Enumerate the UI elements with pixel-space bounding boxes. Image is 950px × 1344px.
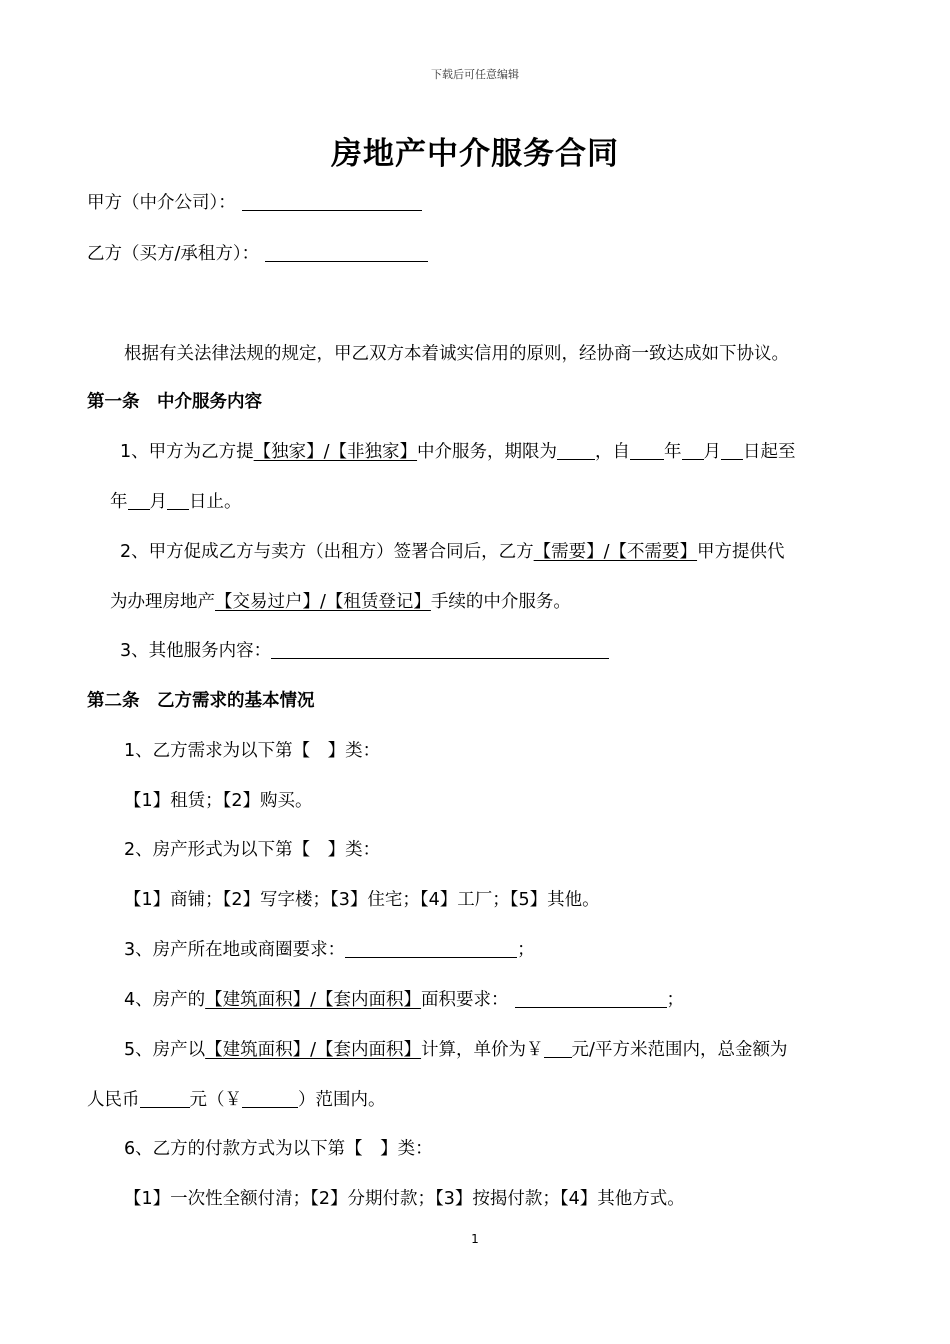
a1i2-post2: 手续的中介服务。: [430, 592, 571, 612]
party-a-line: [87, 189, 422, 214]
a1i3-blank[interactable]: [271, 641, 609, 660]
a2i4-blank[interactable]: [515, 990, 667, 1009]
preamble: 根据有关法律法规的规定，甲乙双方本着诚实信用的原则，经协商一致达成如下协议。: [124, 344, 789, 364]
article2-item5-line1: [124, 1036, 787, 1061]
article1-item2-line2: [110, 588, 571, 613]
a1i2-options2: 【交易过户】/【租赁登记】: [215, 592, 431, 612]
party-a-label: 甲方（中介公司）：: [87, 193, 236, 213]
article2-item5-line2: [87, 1086, 386, 1111]
a2i4-post: 面积要求：: [421, 990, 509, 1010]
party-b-blank[interactable]: [265, 244, 428, 263]
a1i1-day-blank[interactable]: [721, 442, 743, 461]
a2i5-mid: 计算，单价为￥: [421, 1040, 544, 1060]
article2-item4: [124, 986, 684, 1011]
article2-item1: 1、乙方需求为以下第【 】类：: [124, 741, 381, 761]
article2-item6: 6、乙方的付款方式为以下第【 】类：: [124, 1139, 433, 1159]
a2i3-blank[interactable]: [345, 940, 517, 959]
a2i5-options: 【建筑面积】/【套内面积】: [205, 1040, 422, 1060]
article1-item3: [120, 637, 609, 662]
a2i5-line2-mid: 元（￥: [189, 1090, 242, 1110]
article2-item1-options: 【1】租赁；【2】购买。: [124, 791, 313, 811]
a1i1-month2: 月: [149, 492, 167, 512]
a1i3-label: 3、其他服务内容：: [120, 641, 272, 661]
a1i1-year: 年: [664, 442, 682, 462]
a1i1-month2-blank[interactable]: [128, 492, 150, 511]
a1i1-mid1: 中介服务，期限为: [417, 442, 558, 462]
a2i5-line2-pre: 人民币: [87, 1090, 140, 1110]
party-b-label: 乙方（买方/承租方）：: [87, 244, 260, 264]
a1i1-day2-blank[interactable]: [167, 492, 189, 511]
a1i1-period-blank[interactable]: [557, 442, 595, 461]
header-note: 下载后可任意编辑: [431, 68, 519, 81]
article2-item3: [124, 936, 535, 961]
party-b-line: [87, 240, 428, 265]
a2i5-mid2: 元/平方米范围内，总金额为: [571, 1040, 788, 1060]
a2i5-line2-end: ）范围内。: [298, 1090, 386, 1110]
article2-item6-options: 【1】一次性全额付清；【2】分期付款；【3】按揭付款；【4】其他方式。: [124, 1189, 685, 1209]
a1i1-options: 【独家】/【非独家】: [253, 442, 418, 462]
a1i2-post1: 甲方提供代: [697, 542, 785, 562]
article2-item2: 2、房产形式为以下第【 】类：: [124, 840, 381, 860]
a2i3-label: 3、房产所在地或商圈要求：: [124, 940, 346, 960]
article1-item1-line2: [110, 488, 242, 513]
a2i5-total-num-blank[interactable]: [242, 1090, 298, 1109]
a1i1-year-blank[interactable]: [630, 442, 664, 461]
article2-item2-options: 【1】商铺；【2】写字楼；【3】住宅；【4】工厂；【5】其他。: [124, 890, 600, 910]
a1i1-month: 月: [703, 442, 722, 462]
a1i1-year2: 年: [110, 492, 128, 512]
a1i2-options1: 【需要】/【不需要】: [533, 542, 698, 562]
article1-item2-line1: [120, 538, 785, 563]
article1-heading: 第一条 中介服务内容: [87, 392, 262, 412]
a1i2-pre: 2、甲方促成乙方与卖方（出租方）签署合同后，乙方: [120, 542, 534, 562]
a2i5-pre: 5、房产以: [124, 1040, 206, 1060]
a1i2-pre2: 为办理房地产: [110, 592, 215, 612]
a2i5-price-blank[interactable]: [544, 1040, 572, 1059]
article1-item1-line1: [120, 438, 796, 463]
party-a-blank[interactable]: [242, 193, 422, 212]
page-number: 1: [471, 1232, 479, 1246]
a2i5-total-blank[interactable]: [140, 1090, 190, 1109]
document-title: 房地产中介服务合同: [331, 136, 619, 172]
a1i1-day-to: 日止。: [189, 492, 242, 512]
a1i1-mid2: ，自: [595, 442, 631, 462]
a1i1-day-from: 日起至: [743, 442, 796, 462]
a2i4-end: ；: [666, 990, 685, 1010]
article2-heading: 第二条 乙方需求的基本情况: [87, 691, 315, 711]
a2i4-options: 【建筑面积】/【套内面积】: [205, 990, 422, 1010]
a2i4-pre: 4、房产的: [124, 990, 206, 1010]
a1i1-pre: 1、甲方为乙方提: [120, 442, 254, 462]
a1i1-month-blank[interactable]: [682, 442, 704, 461]
a2i3-end: ；: [517, 940, 535, 960]
